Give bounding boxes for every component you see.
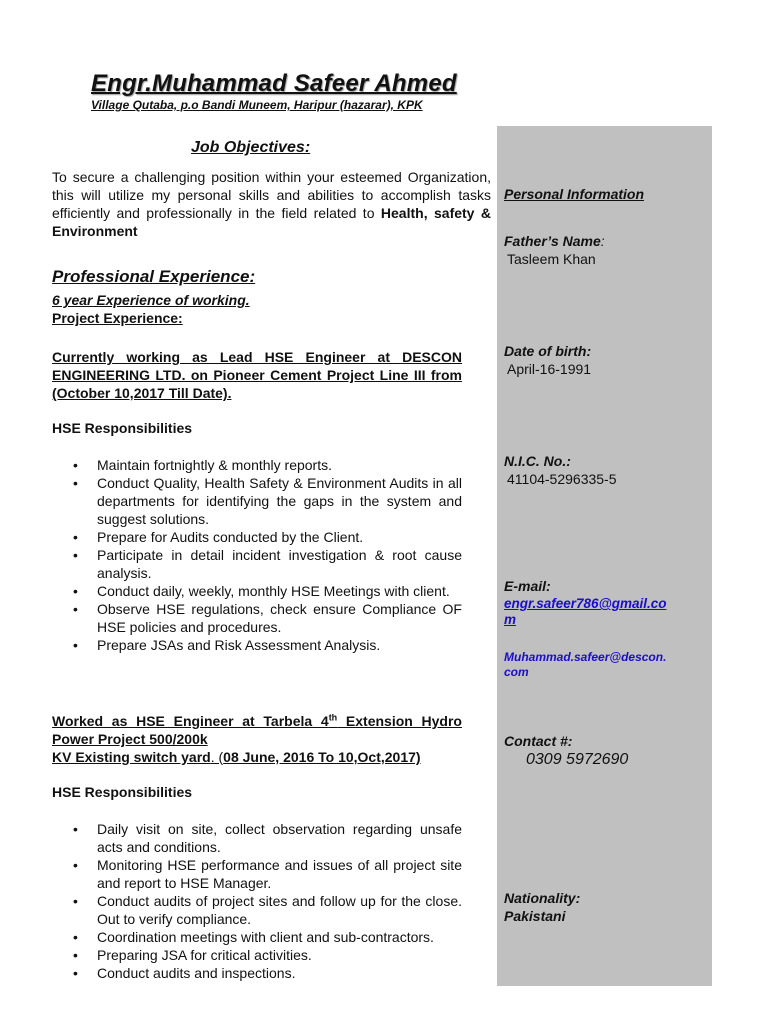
nationality-value: Pakistani <box>504 908 566 924</box>
contact-block <box>504 733 628 769</box>
father-name-label: Father’s Name: <box>504 233 605 249</box>
list-item: • Maintain fortnightly & monthly reports. <box>52 456 462 474</box>
nationality-label: Nationality: <box>504 890 581 906</box>
email-link-1[interactable]: engr.safeer786@gmail.co m <box>504 596 667 627</box>
responsibilities-list-2 <box>52 820 462 982</box>
responsibilities-list-1 <box>52 456 462 654</box>
candidate-address: Village Qutaba, p.o Bandi Muneem, Haripur (hazarar), KPK <box>91 98 423 112</box>
list-item: • Participate in detail incident investigation & root cause analysis. <box>52 546 462 582</box>
job-objectives-heading: Job Objectives: <box>191 139 311 156</box>
email-link-2[interactable]: Muhammad.safeer@descon. com <box>504 650 667 679</box>
father-name-value: Tasleem Khan <box>507 251 596 267</box>
nationality-block <box>504 890 580 924</box>
list-item: • Conduct daily, weekly, monthly HSE Meetings with client. <box>52 582 462 600</box>
list-item: • Prepare for Audits conducted by the Client. <box>52 528 462 546</box>
professional-experience-heading: Professional Experience: <box>52 267 256 286</box>
email-block <box>504 578 667 680</box>
objective-paragraph: To secure a challenging position within your esteemed Organization, this will utilize my personal skills and abilities to accomplish tasks efficiently and professionally in the field related to Health, safety & Environment <box>52 169 491 239</box>
dob-label: Date of birth: <box>504 343 592 359</box>
list-item: • Monitoring HSE performance and issues of all project site and report to HSE Manager. <box>52 856 462 892</box>
list-item: • Daily visit on site, collect observation regarding unsafe acts and conditions. <box>52 820 462 856</box>
list-item: • Conduct audits and inspections. <box>52 964 462 982</box>
nic-value: 41104-5296335-5 <box>507 471 617 487</box>
contact-value: 0309 5972690 <box>526 751 629 768</box>
dob-value: April-16-1991 <box>507 361 592 377</box>
nic-label: N.I.C. No.: <box>504 453 571 469</box>
email-label: E-mail: <box>504 578 551 594</box>
project-experience-heading: Project Experience: <box>52 310 183 326</box>
father-name-block <box>504 233 605 267</box>
candidate-name: Engr.Muhammad Safeer Ahmed <box>91 70 457 97</box>
list-item: • Coordination meetings with client and sub-contractors. <box>52 928 462 946</box>
job-title-tarbela: Worked as HSE Engineer at Tarbela 4th Extension Hydro Power Project 500/200k KV Existing switch yard. (08 June, 2016 To 10,Oct,2017) <box>52 712 462 765</box>
job-title-descon: Currently working as Lead HSE Engineer at DESCON ENGINEERING LTD. on Pioneer Cement Project Line III from (October 10,2017 Till Date). <box>52 349 462 401</box>
list-item: • Preparing JSA for critical activities. <box>52 946 462 964</box>
contact-label: Contact #: <box>504 733 573 749</box>
nic-block <box>504 453 617 487</box>
hse-responsibilities-heading-2: HSE Responsibilities <box>52 784 193 800</box>
list-item: • Conduct audits of project sites and follow up for the close. Out to verify compliance. <box>52 892 462 928</box>
years-of-experience: 6 year Experience of working. <box>52 292 250 308</box>
hse-responsibilities-heading-1: HSE Responsibilities <box>52 420 193 436</box>
list-item: • Conduct Quality, Health Safety & Environment Audits in all departments for identifying the gaps in the system and suggest solutions. <box>52 474 462 528</box>
personal-info-heading: Personal Information <box>504 186 645 202</box>
list-item: • Observe HSE regulations, check ensure Compliance OF HSE policies and procedures. <box>52 600 462 636</box>
personal-info-heading-block <box>504 186 644 202</box>
list-item: • Prepare JSAs and Risk Assessment Analysis. <box>52 636 462 654</box>
personal-info-sidebar <box>497 126 712 986</box>
dob-block <box>504 343 591 377</box>
